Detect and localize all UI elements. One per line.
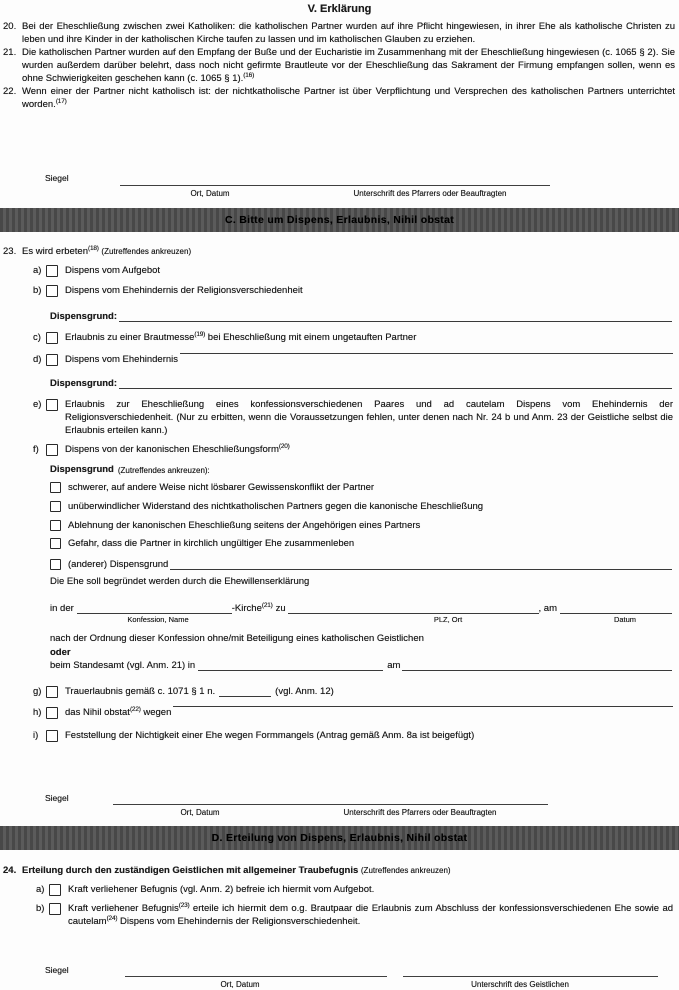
checkbox-23i[interactable]: [46, 730, 58, 742]
footnote-ref: (16): [243, 72, 255, 79]
f-other-reason-row: [50, 558, 679, 571]
siegel-label: Siegel: [45, 173, 69, 183]
section-d-banner: D. Erteilung von Dispens, Erlaubnis, Nihil obstat: [0, 826, 679, 850]
in-der-text: in der: [50, 603, 74, 614]
standesamt-row: [50, 659, 679, 672]
dispensgrund-row-1: [50, 310, 679, 323]
clause-number: 24.: [3, 865, 17, 876]
signature-block-1: [0, 170, 679, 208]
zu-text: zu: [275, 603, 286, 614]
option-text: Trauerlaubnis gemäß c. 1071 § 1 n.: [65, 686, 216, 697]
datum-label: Datum: [613, 615, 637, 624]
option-letter: h): [33, 707, 42, 718]
f-reason-row-3: [50, 519, 679, 532]
clause-number: 22.: [3, 86, 17, 97]
footnote-ref: (24): [106, 915, 118, 922]
am-text: , am: [538, 603, 557, 614]
clause-21: [0, 46, 679, 85]
option-23h: [33, 706, 679, 719]
option-letter: b): [36, 903, 45, 914]
ordnung-row: [50, 632, 679, 645]
option-24b: [36, 902, 679, 928]
signature-line-3a[interactable]: [125, 976, 387, 977]
clause-24-intro: [0, 864, 679, 877]
siegel-label: Siegel: [45, 793, 69, 803]
option-23b: [33, 284, 679, 297]
option-text-2: (vgl. Anm. 12): [275, 686, 334, 697]
section-c-banner: C. Bitte um Dispens, Erlaubnis, Nihil obstat: [0, 208, 679, 232]
option-23c: [33, 331, 679, 344]
blank-standesamt-datum[interactable]: [402, 670, 672, 671]
blank-other-dispensgrund[interactable]: [170, 569, 672, 570]
other-reason-text: (anderer) Dispensgrund: [68, 559, 169, 570]
unterschrift-label: Unterschrift des Geistlichen: [471, 980, 569, 989]
option-24a: [36, 883, 679, 896]
checkbox-f-reason-2[interactable]: [50, 501, 61, 512]
blank-dispensgrund-b[interactable]: [119, 321, 672, 322]
clause-text: Die katholischen Partner wurden auf den Empfang der Buße und der Eucharistie im Zusammenhang mit der Eheschließung hingewiesen (c. 1065 § 2). Sie wurden außerdem darüber belehrt, dass noch nicht gefirmte Brautleute vor der Eheschließung das Sakrament der Firmung empfangen sollen, wenn es ohne Schwierigkeiten geschehen kann (c. 1065 § 1).$^{(16)}$: [22, 47, 675, 84]
option-text: das Nihil obstat$^{(22)}$ wegen: [65, 706, 172, 718]
ort-datum-label: Ort, Datum: [180, 808, 220, 817]
unterschrift-label: Unterschrift des Pfarrers oder Beauftragten: [343, 808, 497, 817]
section-d: [0, 856, 679, 928]
checkbox-23f[interactable]: [46, 444, 58, 456]
clause-intro-text: Es wird erbeten$^{(18)}$ (Zutreffendes ankreuzen): [22, 245, 192, 257]
blank-dispensgrund-d[interactable]: [119, 388, 672, 389]
option-letter: i): [33, 730, 39, 741]
checkbox-f-reason-3[interactable]: [50, 520, 61, 531]
checkbox-23a[interactable]: [46, 265, 58, 277]
blank-canon-number[interactable]: [219, 685, 271, 697]
option-text: Erlaubnis zur Eheschließung eines konfessionsverschiedenen Paares und ad cautelam Dispens vom Ehehindernis der Religionsverschiedenheit. (Nur zu erbitten, wenn die Voraussetzungen fehlen, unter denen nach Nr. 24 b und Anm. 23 der Geistliche selbst die Erlaubnis erteilen kann.): [65, 399, 673, 436]
ordnung-text: nach der Ordnung dieser Konfession ohne/mit Beteiligung eines katholischen Geistlichen: [50, 633, 424, 644]
checkbox-23b[interactable]: [46, 285, 58, 297]
kirche-row-sublabels: [50, 615, 679, 625]
clause-22: [0, 85, 679, 111]
option-23a: [33, 264, 679, 277]
blank-plz-ort[interactable]: [288, 613, 539, 614]
plz-ort-label: PLZ, Ort: [433, 615, 463, 624]
option-letter: f): [33, 444, 39, 455]
footnote-ref: (22): [129, 706, 141, 713]
intro-note: (Zutreffendes ankreuzen): [101, 247, 192, 256]
section-v-title: V. Erklärung: [307, 3, 372, 15]
reason-text: schwerer, auf andere Weise nicht lösbarer Gewissenskonflikt der Partner: [68, 482, 375, 493]
footnote-ref: (23): [178, 902, 190, 909]
grund-note: (Zutreffendes ankreuzen):: [117, 466, 210, 475]
reason-text: unüberwindlicher Widerstand des nichtkatholischen Partners gegen die kanonische Eheschließung: [68, 501, 484, 512]
footnote-ref: (19): [194, 331, 206, 338]
blank-standesamt-ort[interactable]: [198, 659, 383, 671]
signature-line-3b[interactable]: [403, 976, 658, 977]
option-text: Dispens vom Ehehindernis: [65, 354, 179, 365]
standesamt-text: beim Standesamt (vgl. Anm. 21) in: [50, 660, 196, 671]
clause-text: Wenn einer der Partner nicht katholisch ist: der nichtkatholische Partner ist über Verpflichtung und Versprechen des katholischen Partners unterrichtet worden.$^{(17)}$: [22, 86, 675, 110]
clause-number: 20.: [3, 21, 17, 32]
dispensgrund-label: Dispensgrund: [50, 464, 114, 475]
footnote-ref: (21): [261, 602, 273, 609]
clause-20: [0, 20, 679, 46]
option-letter: d): [33, 354, 42, 365]
f-dispensgrund-header: [50, 463, 679, 477]
ehewillen-text: Die Ehe soll begründet werden durch die Ehewillenserklärung: [50, 576, 310, 587]
kirche-row: [50, 602, 679, 615]
option-text: Kraft verliehener Befugnis$^{(23)}$ erteile ich hiermit dem o.g. Brautpaar die Erlaubnis zum Abschluss der konfessionsverschiedenen Ehe sowie ad cautelam$^{(24)}$ Dispens vom Ehehindernis der Religionsverschiedenheit.: [68, 902, 674, 927]
checkbox-f-reason-4[interactable]: [50, 538, 61, 549]
blank-nihil-obstat-wegen[interactable]: [173, 706, 673, 707]
signature-line-1[interactable]: [120, 185, 550, 186]
clause-text: Bei der Eheschließung zwischen zwei Katholiken: die katholischen Partner wurden auf ihre Pflicht hingewiesen, in ihrer Ehe als katholische Christen zu leben und ihre Kinder in der katholischen Kirche taufen zu lassen und im katholischen Glauben zu erziehen.: [22, 21, 675, 45]
dispensgrund-label: Dispensgrund:: [50, 378, 118, 389]
option-letter: c): [33, 332, 41, 343]
konfession-name-label: Konfession, Name: [127, 615, 189, 624]
option-letter: g): [33, 686, 42, 697]
reason-text: Gefahr, dass die Partner in kirchlich ungültiger Ehe zusammenleben: [68, 538, 355, 549]
option-23e: [33, 398, 679, 437]
kirche-text: -Kirche$^{(21)}$: [231, 602, 273, 614]
oder-text: oder: [50, 647, 71, 658]
option-23d: [33, 353, 679, 366]
option-text: Dispens von der kanonischen Eheschließungsform$^{(20)}$: [65, 443, 290, 455]
oder-row: [50, 646, 679, 659]
option-letter: a): [33, 265, 42, 276]
standesamt-am-text: am: [387, 660, 401, 671]
dispensgrund-label: Dispensgrund:: [50, 311, 118, 322]
ort-datum-label: Ort, Datum: [220, 980, 260, 989]
clause-number: 23.: [3, 246, 17, 257]
clause-intro-text: Erteilung durch den zuständigen Geistlichen mit allgemeiner Traubefugnis (Zutreffendes ankreuzen): [22, 865, 451, 876]
checkbox-f-reason-1[interactable]: [50, 482, 61, 493]
section-c: [0, 240, 679, 742]
ort-datum-label: Ort, Datum: [190, 189, 230, 198]
checkbox-24b[interactable]: [49, 903, 61, 915]
f-reason-row-1: [50, 481, 679, 494]
option-letter: a): [36, 884, 45, 895]
section-v: [0, 0, 679, 111]
footnote-ref: (17): [55, 98, 67, 105]
option-letter: b): [33, 285, 42, 296]
blank-konfession-name[interactable]: [77, 602, 232, 614]
checkbox-24a[interactable]: [49, 884, 61, 896]
f-reason-row-4: [50, 537, 679, 550]
option-23i: [33, 729, 679, 742]
option-text: Dispens vom Ehehindernis der Religionsverschiedenheit: [65, 285, 303, 296]
unterschrift-label: Unterschrift des Pfarrers oder Beauftragten: [353, 189, 507, 198]
footnote-ref: (20): [278, 443, 290, 450]
checkbox-f-other[interactable]: [50, 559, 61, 570]
siegel-label: Siegel: [45, 965, 69, 975]
blank-ehehindernis-d[interactable]: [180, 353, 673, 354]
clause-number: 21.: [3, 47, 17, 58]
option-text: Dispens vom Aufgebot: [65, 265, 161, 276]
dispensgrund-row-2: [50, 377, 679, 390]
f-reason-row-2: [50, 500, 679, 513]
checkbox-23e[interactable]: [46, 399, 58, 411]
clause-23-intro: [0, 245, 679, 258]
signature-line-2[interactable]: [113, 804, 548, 805]
reason-text: Ablehnung der kanonischen Eheschließung seitens der Angehörigen eines Partners: [68, 520, 421, 531]
signature-block-2: [0, 790, 679, 828]
option-text: Feststellung der Nichtigkeit einer Ehe wegen Formmangels (Antrag gemäß Anm. 8a ist beigefügt): [65, 730, 475, 741]
footnote-ref: (18): [88, 245, 99, 252]
option-text: Erlaubnis zu einer Brautmesse$^{(19)}$ bei Eheschließung mit einem ungetauften Partner: [65, 331, 417, 343]
checkbox-23c[interactable]: [46, 332, 58, 344]
blank-datum[interactable]: [560, 602, 672, 614]
option-letter: e): [33, 399, 42, 410]
checkbox-23d[interactable]: [46, 354, 58, 366]
option-23f: [33, 443, 679, 456]
signature-block-3: [0, 958, 679, 990]
option-text: Kraft verliehener Befugnis (vgl. Anm. 2) befreie ich hiermit vom Aufgebot.: [68, 884, 375, 895]
intro-note: (Zutreffendes ankreuzen): [360, 866, 451, 875]
ehewillen-row: [50, 575, 679, 588]
checkbox-23g[interactable]: [46, 686, 58, 698]
option-23g: [33, 685, 679, 698]
checkbox-23h[interactable]: [46, 707, 58, 719]
